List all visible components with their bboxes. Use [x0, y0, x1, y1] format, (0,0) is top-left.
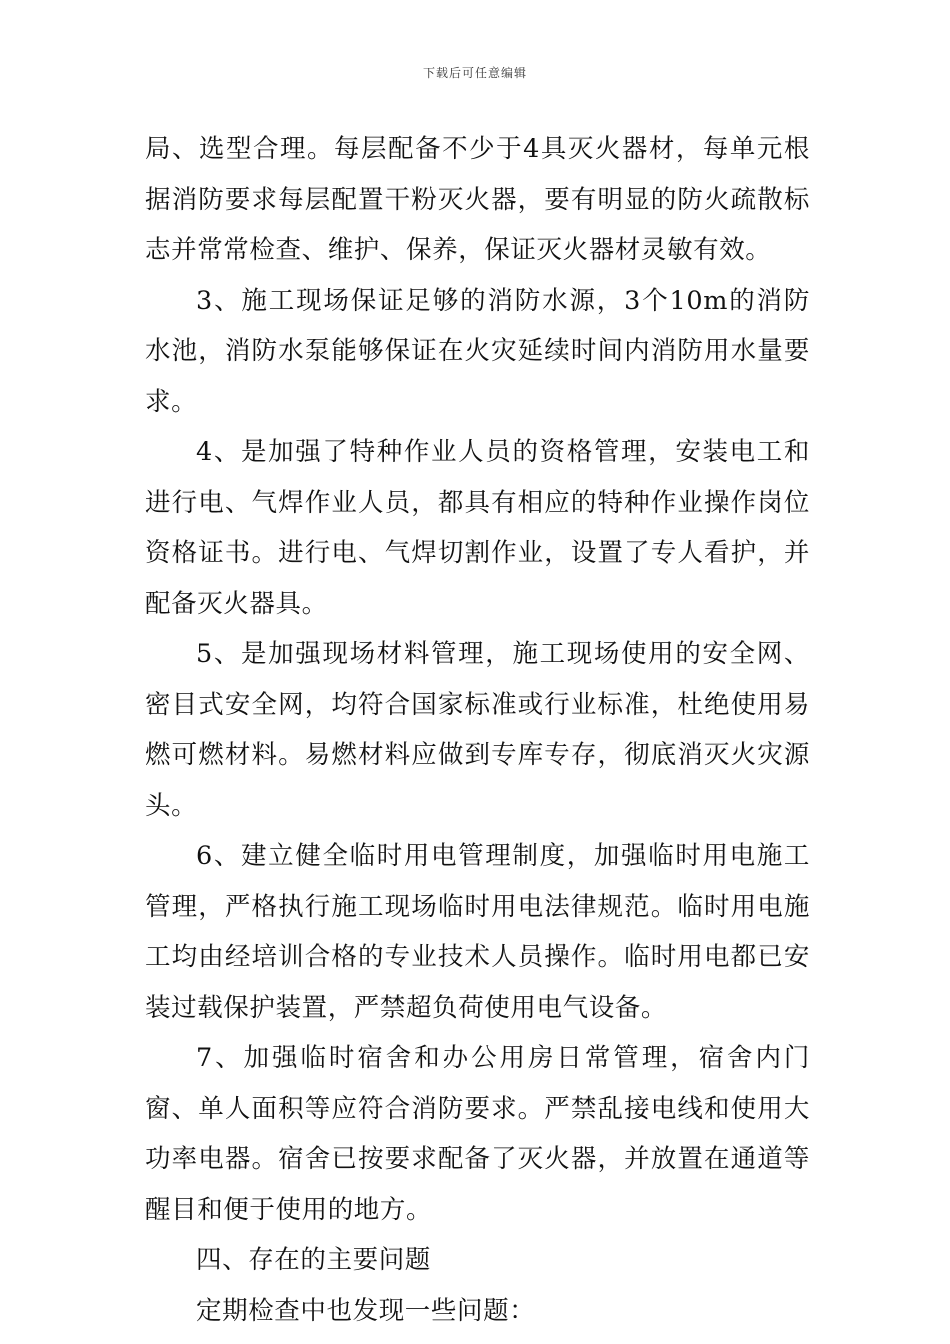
paragraph: 3、施工现场保证足够的消防水源，3个10m的消防水池，消防水泵能够保证在火灾延续时间内消防用水量要求。	[145, 285, 810, 417]
document-body	[145, 124, 810, 1336]
paragraph: 定期检查中也发现一些问题：	[196, 1295, 536, 1326]
section-heading: 四、存在的主要问题	[196, 1245, 431, 1275]
paragraph: 7、加强临时宿舍和办公用房日常管理，宿舍内门窗、单人面积等应符合消防要求。严禁乱接电线和使用大功率电器。宿舍已按要求配备了灭火器，并放置在通道等醒目和便于使用的地方。	[145, 1043, 810, 1225]
paragraph: 6、建立健全临时用电管理制度，加强临时用电施工管理，严格执行施工现场临时用电法律规范。临时用电施工均由经培训合格的专业技术人员操作。临时用电都已安装过载保护装置，严禁超负荷使用电气设备。	[145, 841, 810, 1023]
paragraph: 5、是加强现场材料管理，施工现场使用的安全网、密目式安全网，均符合国家标准或行业标准，杜绝使用易燃可燃材料。易燃材料应做到专库专存，彻底消灭火灾源头。	[145, 639, 810, 821]
paragraph: 4、是加强了特种作业人员的资格管理，安装电工和进行电、气焊作业人员，都具有相应的特种作业操作岗位资格证书。进行电、气焊切割作业，设置了专人看护，并配备灭火器具。	[145, 437, 810, 619]
paragraph: 局、选型合理。每层配备不少于4具灭火器材，每单元根据消防要求每层配置干粉灭火器，要有明显的防火疏散标志并常常检查、维护、保养，保证灭火器材灵敏有效。	[145, 134, 810, 265]
page-header: 下载后可任意编辑	[422, 66, 527, 80]
